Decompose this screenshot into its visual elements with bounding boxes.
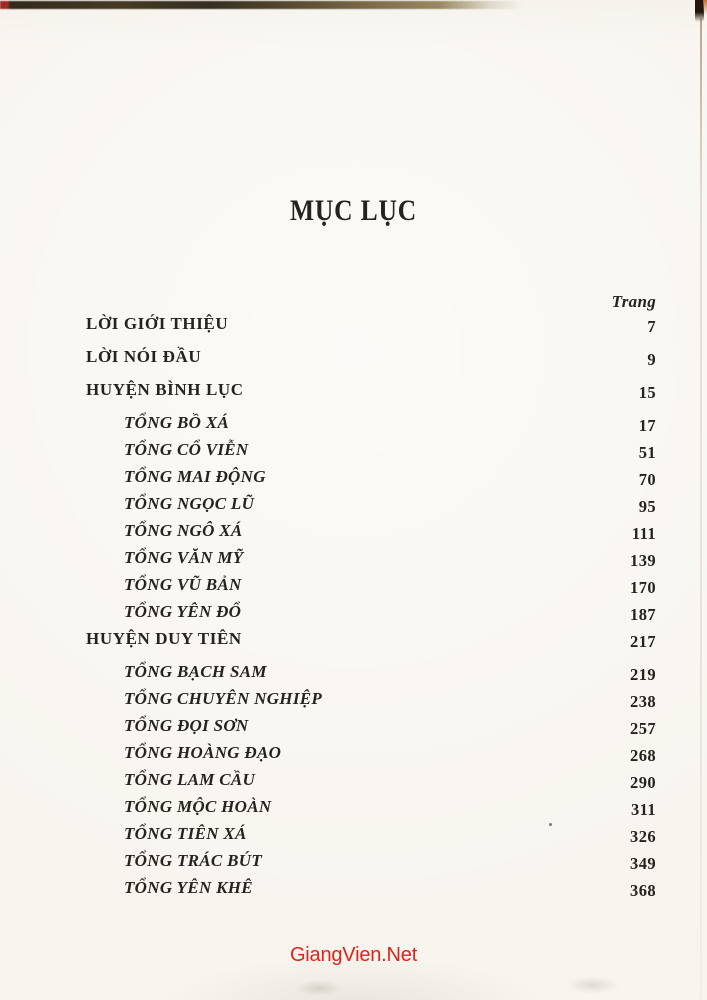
toc-page-number: 257 xyxy=(630,719,656,738)
toc-entry-label: LỜI GIỚI THIỆU xyxy=(86,314,229,333)
toc-page-number: 311 xyxy=(630,800,656,819)
toc-page-number: 217 xyxy=(630,632,656,651)
toc-row xyxy=(86,575,656,602)
toc-row xyxy=(86,797,656,824)
toc-entry-label: TỔNG BẠCH SAM xyxy=(124,662,267,681)
toc-row xyxy=(86,602,656,629)
toc-page-number: 268 xyxy=(630,746,656,765)
toc-row xyxy=(86,521,656,548)
toc-row xyxy=(86,662,656,689)
toc-page-number: 70 xyxy=(638,470,656,489)
toc-entry-label: HUYỆN BÌNH LỤC xyxy=(86,380,244,399)
toc-row xyxy=(86,380,656,407)
table-of-contents xyxy=(86,314,656,905)
toc-page-number: 326 xyxy=(630,827,656,846)
toc-entry-label: TỔNG HOÀNG ĐẠO xyxy=(124,743,282,762)
scan-smudge xyxy=(295,980,343,996)
toc-row xyxy=(86,440,656,467)
toc-entry-label: TỔNG TIÊN XÁ xyxy=(124,824,247,843)
scan-top-right-orange-sliver xyxy=(703,0,707,15)
toc-page-number: 238 xyxy=(630,692,656,711)
toc-page-number: 219 xyxy=(630,665,656,684)
toc-entry-label: LỜI NÓI ĐẦU xyxy=(86,347,202,366)
toc-entry-label: TỔNG MỘC HOÀN xyxy=(124,797,272,816)
toc-row xyxy=(86,689,656,716)
watermark-text: GiangVien.Net xyxy=(289,944,418,966)
toc-entry-label: TỔNG YÊN KHÊ xyxy=(124,878,253,897)
toc-row xyxy=(86,770,656,797)
toc-page-number: 15 xyxy=(638,383,656,402)
toc-entry-label: TỔNG CHUYÊN NGHIỆP xyxy=(124,689,323,708)
toc-entry-label: TỔNG VŨ BẢN xyxy=(124,575,242,594)
toc-page-number: 111 xyxy=(631,524,656,543)
toc-row xyxy=(86,494,656,521)
toc-page-number: 290 xyxy=(630,773,656,792)
toc-entry-label: TỔNG ĐỌI SƠN xyxy=(124,716,249,735)
toc-row xyxy=(86,548,656,575)
toc-page-number: 17 xyxy=(638,416,656,435)
toc-row xyxy=(86,347,656,374)
toc-row xyxy=(86,629,656,656)
toc-row xyxy=(86,413,656,440)
toc-row xyxy=(86,467,656,494)
toc-entry-label: TỔNG NGÔ XÁ xyxy=(124,521,243,540)
toc-entry-label: TỔNG LAM CẦU xyxy=(124,770,256,789)
toc-row xyxy=(86,743,656,770)
toc-page-number: 7 xyxy=(647,317,656,336)
toc-entry-label: TỔNG VĂN MỸ xyxy=(124,548,244,567)
scan-top-edge-artifact xyxy=(0,1,522,9)
toc-page-number: 187 xyxy=(630,605,656,624)
toc-page-number: 51 xyxy=(638,443,656,462)
toc-entry-label: TỔNG MAI ĐỘNG xyxy=(124,467,266,486)
toc-page-number: 9 xyxy=(647,350,656,369)
toc-row xyxy=(86,824,656,851)
toc-row xyxy=(86,878,656,905)
toc-page-number: 95 xyxy=(638,497,656,516)
toc-entry-label: TỔNG NGỌC LŨ xyxy=(124,494,255,513)
toc-row xyxy=(86,314,656,341)
toc-row xyxy=(86,851,656,878)
toc-entry-label: TỔNG BỒ XÁ xyxy=(124,413,230,432)
toc-page-number: 139 xyxy=(630,551,656,570)
toc-entry-label: HUYỆN DUY TIÊN xyxy=(86,629,242,648)
toc-entry-label: TỔNG TRÁC BÚT xyxy=(124,851,263,870)
scan-smudge xyxy=(565,976,620,994)
toc-entry-label: TỔNG CỔ VIỄN xyxy=(124,440,249,459)
scan-right-edge-line xyxy=(700,18,702,1000)
toc-entry-label: TỔNG YÊN ĐỔ xyxy=(124,602,242,621)
page-column-header: Trang xyxy=(611,292,656,311)
toc-page-number: 368 xyxy=(630,881,656,900)
toc-row xyxy=(86,716,656,743)
toc-page-number: 170 xyxy=(630,578,656,597)
toc-page-number: 349 xyxy=(630,854,656,873)
page-title: MỤC LỤC xyxy=(289,194,418,227)
